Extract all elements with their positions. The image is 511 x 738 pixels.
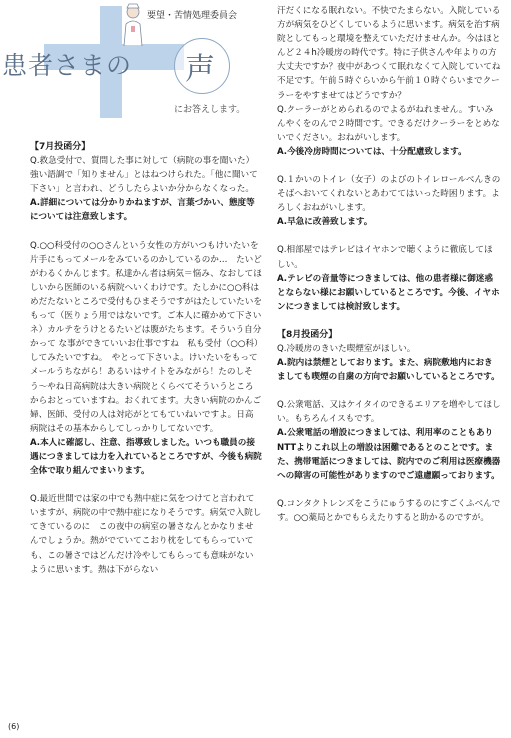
answer-text: A.早急に改善致します。 xyxy=(277,217,373,228)
question-text: Q.公衆電話、又はケイタイのできるエリアを増やしてほしい。もちろんイスもです。 xyxy=(277,400,501,425)
voice-character: 声 xyxy=(185,52,215,87)
answer-text: A.院内は禁煙としております。また、病院敷地内におきましても喫煙の自粛の方向でお願いしているところです。 xyxy=(277,358,500,383)
question-text: Q.１かいのトイレ（女子）のよびのトイレロールべんきのそばへおいてくれないとあわててはいった時困ります。よろしくおねがいします。 xyxy=(277,175,501,214)
section-heading-august: 【8月投函分】 xyxy=(277,329,338,340)
answer-text: A.テレビの音量等につきましては、他の患者様に御迷惑とならない様にお願いしているところです。今後、イヤホンにつきましては検討致します。 xyxy=(277,273,500,312)
page-number: (6) xyxy=(8,722,20,731)
committee-name: 要望・苦情処理委員会 xyxy=(147,11,238,21)
question-text: Q.冷暖房のきいた喫煙室がほしい。 xyxy=(277,343,416,354)
question-text: Q.救急受付で、質問した事に対して（病院の事を聞いた）強い語調で「知りません」とはねつけられた。「他に聞いて下さい」と言われ、どうしたらよいか分からなくなった。 xyxy=(30,156,258,195)
right-column xyxy=(277,4,501,525)
question-text: Q.コンタクトレンズをこうにゅうするのにすごくふべんです。○○薬局とかでもらえたりすると助かるのですが。 xyxy=(277,498,501,523)
question-text: Q.○○科受付の○○さんという女性の方がいつもけいたいを片手にもってメールをみているのかしているのか… たいどがわるくかんじます。私達かん者は病気＝悩み、なおしてほしいから医師のいる病院へいくわけです。たしかに○○科はめだたないところで受付もひまそうですがはたしていたいをもって（医りょう用ではないです。ご本人に確かめて下さいネ）カルテをうけとるたいどは腹がたちます。そういう自分かって な事ができていいお仕事ですね 私も受付（○○科）してみたいですね。 やとって下さいよ。けいたいをもってメールうちながら！あるいはサイトをみながら！たのしそう〜やね日高病院は大きい病院とくらべてそういうところからおとっていますね。おくれてます。大きい病院のかんご婦、医師、受付の人は対応がとてもていねいですよ。日高病院はその基本からしてしっかりしてないです。 xyxy=(30,240,262,434)
answer-text: A.今後冷房時間については、十分配慮致します。 xyxy=(277,146,467,157)
answer-text: A.本人に確認し、注意、指導致しました。いつも職員の接遇につきましては力を入れているところですが、今後も病院全体で取り組んでまいります。 xyxy=(30,437,262,477)
answer-text: A.詳細については分かりかねますが、言葉づかい、態度等については注意致します。 xyxy=(30,198,255,223)
question-text: Q.最近世間では家の中でも熱中症に気をつけてと言われていますが、病院の中で熱中症になりそうです。病気で入院してきているのに この夜中の病室の暑さなんとかなりませんでしょうか。熱がでていてこおり枕をしてもらっていても、この暑さではどんだけ冷やしてもらっても意味がないように思います。熱は下がらない xyxy=(30,494,262,575)
question-text: Q.クーラーがとめられるのでよるがねれません。すいみんやくをのんで２時間です。できるだけクーラーをとめないでください。おねがいします。 xyxy=(277,104,500,143)
section-heading-july: 【7月投函分】 xyxy=(30,142,91,152)
subtitle: にお答えします。 xyxy=(174,105,246,115)
answer-text: A.公衆電話の増設につきましては、利用率のこともありNTTよりこれ以上の増設は困難であるとのことです。また、携帯電話につきましては、院内でのご利用は医療機器への障害の可能性がありますのでご遠慮願っております。 xyxy=(277,428,501,481)
question-text: Q.相部屋ではテレビはイヤホンで聴くように徹底してほしい。 xyxy=(277,245,493,270)
nurse-illustration-icon xyxy=(118,2,148,46)
question-text-continued: 汗だくになる眠れない。不快でたまらない。入院している方が病気をひどくしているように思います。病気を治す病院としてもっと環境を整えていただけませんか。今はほとんど２４h冷暖房の時代です。特に子供さんや年よりの方大丈夫ですか？夜中があつくて眠れなくて入院していてね不足です。午前５時ぐらいから午前１０時ぐらいまでクーラーをやすませてはどうですか？ xyxy=(277,6,501,101)
page-title: 患者さまの xyxy=(2,51,133,80)
header xyxy=(0,0,262,140)
left-column xyxy=(30,140,262,577)
